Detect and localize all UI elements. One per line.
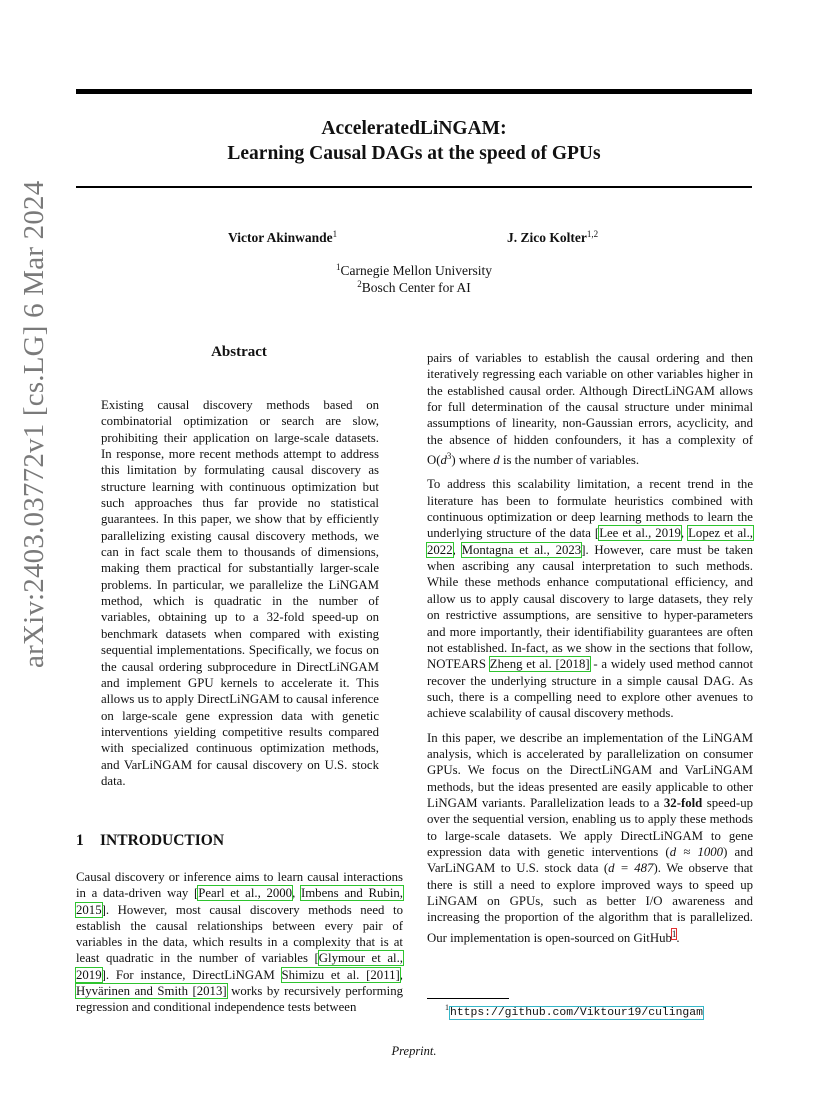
title-line-1: AcceleratedLiNGAM: <box>321 118 507 139</box>
paper-title <box>76 116 752 166</box>
text-run: , <box>680 526 689 541</box>
footer-preprint-label: Preprint. <box>391 1044 437 1058</box>
citation-link[interactable]: Lopez et al., 2022 <box>427 526 753 557</box>
text-run: pairs of variables to establish the causal ordering and then iteratively regressing each variable on other variables higher in the established causal order. Although DirectLiNGAM allows for full determination of the causal structure under minimal assumptions of linearity, non-Gaussian errors, acyclicity, and the absence of hidden confounders, it has a complexity of O( <box>427 351 753 468</box>
title-bottom-rule <box>76 186 752 188</box>
math-expression: d = 487 <box>608 861 654 876</box>
intro-paragraph-3 <box>427 730 753 946</box>
footnote <box>445 1003 703 1019</box>
text-run: , <box>399 967 403 982</box>
text-run: In this paper, we describe an implementation of the LiNGAM analysis, which is accelerated by parallelization on consumer GPUs. We focus on the DirectLiNGAM and VarLiNGAM methods, but the ideas presented are easily applicable to other LiNGAM variants. Parallelization leads to a <box>427 730 753 810</box>
bold-text: 32-fold <box>663 795 703 810</box>
citation-link[interactable]: Glymour et al., 2019 <box>76 951 403 982</box>
arxiv-identifier: arXiv:2403.03772v1 [cs.LG] 6 Mar 2024 <box>18 180 50 668</box>
math-exponent: 3 <box>446 451 452 462</box>
affiliation-1 <box>76 262 752 279</box>
abstract-text: Existing causal discovery methods based on combinatorial optimization or search are slow, prohibiting their application on large-scale datasets. In response, more recent methods attempt to address this limitation by formulating causal discovery as structure learning with continuous optimization but such approaches thus far provide no statistical guarantees. In this paper, we show that by efficiently parallelizing existing causal discovery methods, we can in fact scale them to thousands of dimensions, making them practical for substantially larger-scale problems. In particular, we parallelize the LiNGAM method, which is quadratic in the number of variables, obtaining up to a 32-fold speed-up on benchmark datasets when compared with existing sequential implementations. Specifically, we focus on the causal ordering subprocedure in DirectLiNGAM and implement GPU kernels to accelerate it. This allows us to apply DirectLiNGAM to causal inference on large-scale gene expression data with genetic interventions yielding competitive results compared with specialized continuous optimization methods, and VarLiNGAM for causal discovery on U.S. stock data. <box>101 398 379 788</box>
text-run: To address this scalability limitation, a recent trend in the literature has been to formulate heuristics combined with continuous optimization or deep learning methods to learn the underlying structure of the data [ <box>427 477 753 541</box>
title-line-2: Learning Causal DAGs at the speed of GPUs <box>227 143 601 164</box>
citation-link[interactable]: Hyvärinen and Smith [2013] <box>76 984 227 999</box>
affiliation-1-name: Carnegie Mellon University <box>340 263 492 278</box>
title-top-rule <box>76 89 752 94</box>
text-run: , <box>292 886 301 901</box>
math-expression: d ≈ 1000 <box>669 844 724 859</box>
text-run: - a widely used method cannot recover the underlying structure in a simple causal DAG. As such, there is a compelling need to explore other avenues to achieve scalability of causal discovery methods. <box>427 657 753 721</box>
affiliation-2 <box>76 279 752 296</box>
author-1-affiliation-mark: 1 <box>332 229 338 239</box>
text-run: ]. However, most causal discovery methods need to establish the causal relationships between every pair of variables in the data, which results in a complexity that is at least quadratic in the number of variables [ <box>76 902 403 966</box>
text-run: , <box>452 542 462 557</box>
text-run: ]. For instance, DirectLiNGAM <box>101 967 282 982</box>
citation-link[interactable]: Montagna et al., 2023 <box>461 542 582 557</box>
text-run: works by recursively performing regression and conditional independence tests between <box>76 984 403 1015</box>
abstract-heading: Abstract <box>211 344 267 360</box>
text-run: is the number of variables. <box>499 453 640 468</box>
text-run: Causal discovery or inference aims to learn causal interactions in a data-driven way [ <box>76 870 403 901</box>
intro-paragraph-2 <box>427 476 753 721</box>
text-run: ). We observe that there is still a need to explore improved ways to speed up LiNGAM on GPUs, such as better I/O awareness and increasing the proportion of the algorithm that is parallelized. Our implementation is open-sourced on GitHub <box>427 861 753 945</box>
footnote-number: 1 <box>445 1003 449 1012</box>
text-run: ) where <box>451 453 494 468</box>
intro-paragraph-1-start <box>76 869 403 1016</box>
intro-paragraph-1-continued <box>427 350 753 468</box>
citation-link[interactable]: Imbens and Rubin, 2015 <box>76 886 403 917</box>
math-variable: d <box>493 453 500 468</box>
footnote-url-link[interactable]: https://github.com/Viktour19/culingam <box>450 1007 703 1019</box>
right-column <box>427 350 753 954</box>
section-title: INTRODUCTION <box>100 832 225 849</box>
affiliation-1-number: 1 <box>336 262 341 272</box>
author-2-affiliation-mark: 1,2 <box>586 229 599 239</box>
author-1-name: Victor Akinwande <box>228 230 333 245</box>
text-run: ) and VarLiNGAM to U.S. stock data ( <box>427 844 753 876</box>
math-variable: d <box>440 453 447 468</box>
text-run: . <box>676 930 680 945</box>
section-number: 1 <box>76 832 84 849</box>
affiliation-2-number: 2 <box>357 279 362 289</box>
text-run: ]. However, care must be taken when ascribing any causal interpretation to such methods. While these methods enhance computational efficiency, and allow us to apply causal discovery to large datasets, they rely on restrictive assumptions, are sensitive to hyper-parameters and more importantly, their identifiability guarantees are often not established. In-fact, as we show in the sections that follow, NOTEARS <box>427 542 753 672</box>
text-run: speed-up over the sequential version, enabling us to apply these methods to large-scale datasets. We apply DirectLiNGAM to gene expression data with genetic interventions ( <box>427 795 753 859</box>
footnote-rule <box>427 998 509 999</box>
citation-link[interactable]: Pearl et al., 2000 <box>198 886 293 901</box>
author-1 <box>228 229 337 246</box>
citation-link[interactable]: Lee et al., 2019 <box>599 526 681 541</box>
section-heading-introduction <box>76 832 224 850</box>
author-2-name: J. Zico Kolter <box>507 230 587 245</box>
author-2 <box>507 229 598 246</box>
affiliation-2-name: Bosch Center for AI <box>361 280 471 295</box>
footnote-reference-link[interactable]: 1 <box>671 928 677 939</box>
citation-link[interactable]: Shimizu et al. [2011] <box>281 967 400 982</box>
citation-link[interactable]: Zheng et al. [2018] <box>489 657 590 672</box>
